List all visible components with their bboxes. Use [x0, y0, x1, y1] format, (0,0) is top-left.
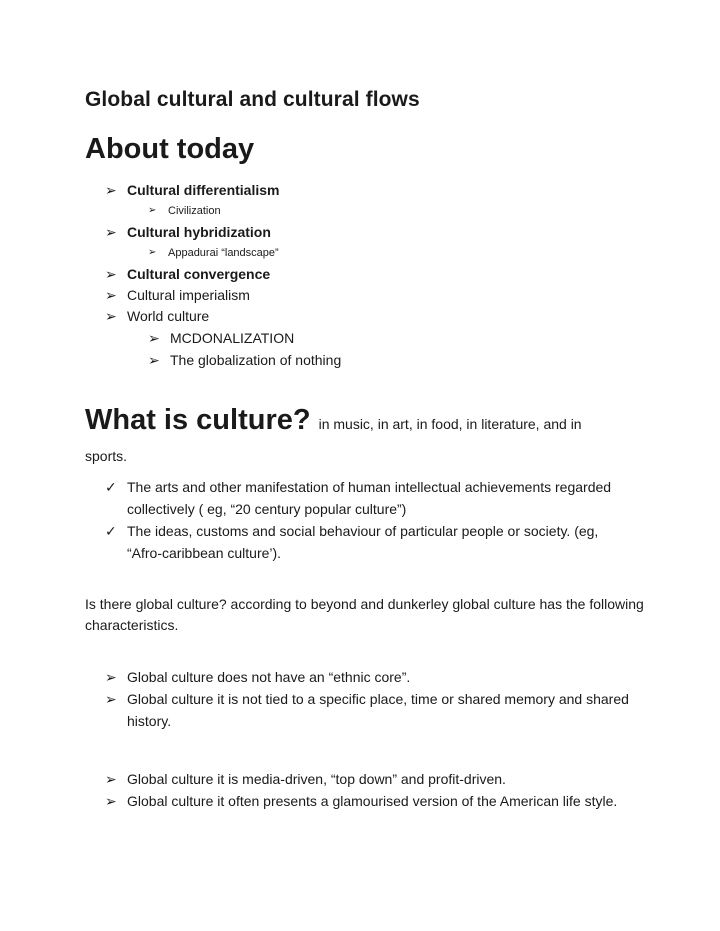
list-item: [105, 306, 341, 327]
list-item-text: The ideas, customs and social behaviour of particular people or society. (eg, “Afro-caribbean culture’).: [127, 523, 599, 561]
list-item-text: Cultural imperialism: [127, 287, 250, 303]
about-today-list: [0, 180, 341, 371]
list-item-text: Cultural convergence: [127, 266, 271, 282]
list-item: [105, 264, 341, 285]
list-item-text: Global culture it often presents a glamourised version of the American life style.: [127, 793, 618, 809]
characteristics-list-a: [105, 666, 645, 732]
list-item-text: Global culture does not have an “ethnic core”.: [127, 669, 411, 685]
list-item: [105, 790, 645, 812]
arrow-bullet-icon: ➢: [105, 266, 117, 282]
list-item-text: Cultural differentialism: [127, 182, 280, 198]
list-item: [105, 768, 645, 790]
about-today-title: About today: [85, 133, 255, 165]
list-item: [148, 243, 341, 264]
culture-inline-text: in music, in art, in food, in literature, and in: [318, 416, 582, 432]
culture-definition-list: [105, 476, 625, 564]
list-item-text: Civilization: [168, 205, 221, 217]
culture-heading-line: [85, 404, 582, 437]
arrow-bullet-icon: ➢: [148, 247, 157, 258]
list-item: [105, 180, 341, 201]
list-item: [105, 520, 625, 564]
characteristics-list-b: [105, 768, 645, 812]
list-item: [148, 327, 341, 349]
document-heading: Global cultural and cultural flows: [85, 88, 420, 111]
arrow-bullet-icon: ➢: [148, 352, 160, 368]
list-item-text: World culture: [127, 308, 210, 324]
list-item-text: Global culture it is media-driven, “top down” and profit-driven.: [127, 771, 506, 787]
list-item: [148, 349, 341, 371]
checkmark-icon: ✓: [105, 523, 117, 539]
list-item-text: The arts and other manifestation of human intellectual achievements regarded collectively ( eg, “20 century popular culture”): [127, 479, 612, 517]
list-item: [105, 666, 645, 688]
checkmark-icon: ✓: [105, 479, 117, 495]
list-item: [105, 688, 645, 732]
arrow-bullet-icon: ➢: [148, 330, 160, 346]
arrow-bullet-icon: ➢: [105, 308, 117, 324]
arrow-bullet-icon: ➢: [105, 691, 117, 707]
global-culture-question: Is there global culture? according to beyond and dunkerley global culture has the following characteristics.: [85, 596, 644, 633]
arrow-bullet-icon: ➢: [148, 205, 157, 216]
arrow-bullet-icon: ➢: [105, 793, 117, 809]
list-item-text: Cultural hybridization: [127, 224, 271, 240]
arrow-bullet-icon: ➢: [105, 224, 117, 240]
list-item: [105, 476, 625, 520]
arrow-bullet-icon: ➢: [105, 287, 117, 303]
arrow-bullet-icon: ➢: [105, 771, 117, 787]
arrow-bullet-icon: ➢: [105, 182, 117, 198]
list-item: [105, 285, 341, 306]
culture-continued-text: sports.: [85, 448, 128, 464]
arrow-bullet-icon: ➢: [105, 669, 117, 685]
list-item: [105, 222, 341, 243]
what-is-culture-title: What is culture?: [85, 404, 311, 436]
list-item-text: The globalization of nothing: [170, 352, 342, 368]
list-item-text: Global culture it is not tied to a specific place, time or shared memory and shared history.: [127, 691, 629, 729]
list-item-text: Appadurai “landscape”: [168, 247, 279, 259]
list-item-text: MCDONALIZATION: [170, 330, 295, 346]
list-item: [148, 201, 341, 222]
